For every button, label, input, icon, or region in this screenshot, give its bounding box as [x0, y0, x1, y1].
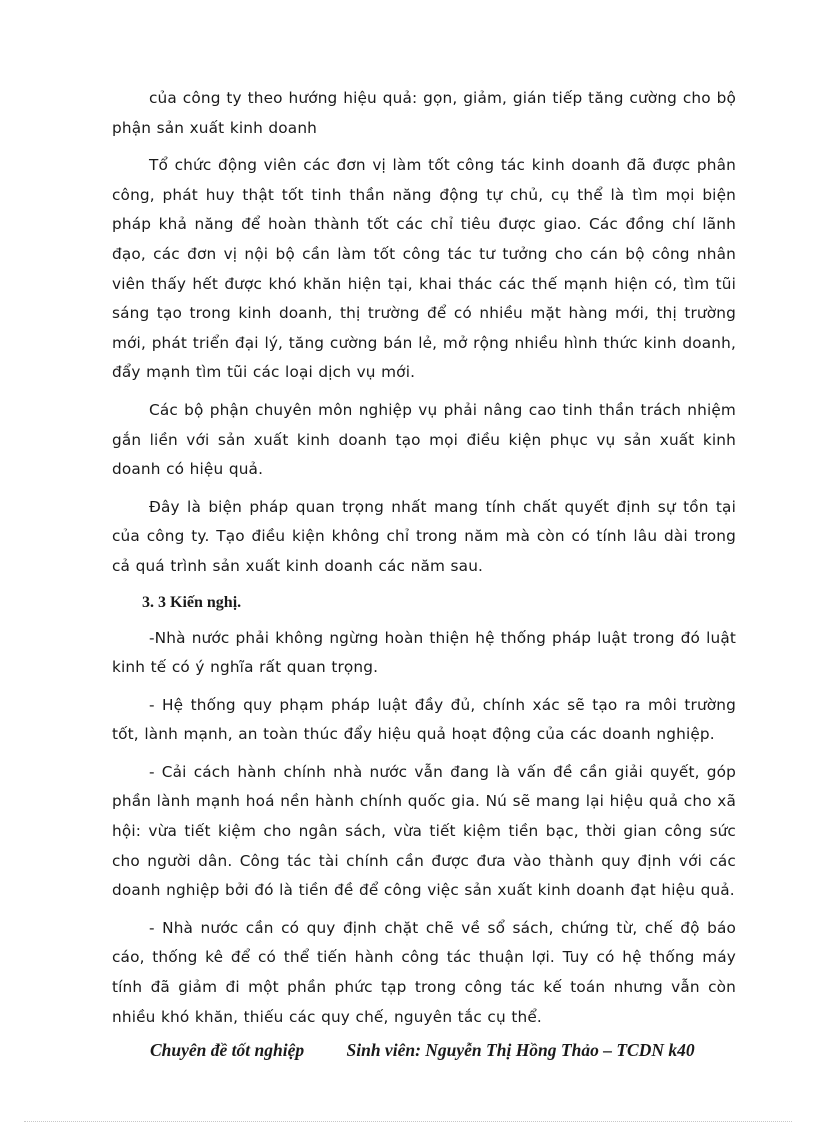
- footer-student-info: Sinh viên: Nguyễn Thị Hồng Thảo – TCDN k40: [346, 1040, 695, 1060]
- recommendation-bookkeeping: - Nhà nước cần có quy định chặt chẽ về sổ sách, chứng từ, chế độ báo cáo, thống kê để có thể tiến hành công tác thuận lợi. Tuy có hệ thống máy tính đã giảm đi một phần phức tạp trong công tác kế toán nhưng vẫn còn nhiều khó khăn, thiếu các quy chế, nguyên tắc cụ thể.: [112, 918, 736, 1026]
- section-heading-recommendations: 3. 3 Kiến nghị.: [142, 593, 242, 611]
- page-body: [112, 84, 736, 1040]
- page-footer: [150, 1040, 750, 1061]
- recommendation-legal-system: -Nhà nước phải không ngừng hoàn thiện hệ thống pháp luật trong đó luật kinh tế có ý nghĩa rất quan trọng.: [112, 628, 736, 677]
- paragraph-departments: Các bộ phận chuyên môn nghiệp vụ phải nâng cao tinh thần trách nhiệm gắn liền với sản xuất kinh doanh tạo mọi điều kiện phục vụ sản xuất kinh doanh có hiệu quả.: [112, 400, 736, 479]
- recommendation-admin-reform: - Cải cách hành chính nhà nước vẫn đang là vấn đề cần giải quyết, góp phần lành mạnh hoá nền hành chính quốc gia. Nú sẽ mang lại hiệu quả cho xã hội: vừa tiết kiệm cho ngân sách, vừa tiết kiệm tiền bạc, thời gian công sức cho người dân. Công tác tài chính cần được đưa vào thành quy định với các doanh nghiệp bởi đó là tiền đề để công việc sản xuất kinh doanh đạt hiệu quả.: [112, 762, 736, 900]
- page-bottom-divider: [24, 1121, 792, 1122]
- paragraph-continuation: của công ty theo hướng hiệu quả: gọn, giảm, gián tiếp tăng cường cho bộ phận sản xuất kinh doanh: [112, 89, 736, 137]
- paragraph-organization: Tổ chức động viên các đơn vị làm tốt công tác kinh doanh đã được phân công, phát huy thật tốt tinh thần năng động tự chủ, cụ thể là tìm mọi biện pháp khả năng để hoàn thành tốt các chỉ tiêu được giao. Các đồng chí lãnh đạo, các đơn vị nội bộ cần làm tốt công tác tư tưởng cho cán bộ công nhân viên thấy hết được khó khăn hiện tại, khai thác các thế mạnh hiện có, tìm tũi sáng tạo trong kinh doanh, thị trường để có nhiều mặt hàng mới, thị trường mới, phát triển đại lý, tăng cường bán lẻ, mở rộng nhiều hình thức kinh doanh, đẩy mạnh tìm tũi các loại dịch vụ mới.: [112, 156, 736, 382]
- footer-thesis-label: Chuyên đề tốt nghiệp: [150, 1040, 305, 1060]
- paragraph-importance: Đây là biện pháp quan trọng nhất mang tính chất quyết định sự tồn tại của công ty. Tạo điều kiện không chỉ trong năm mà còn có tính lâu dài trong cả quá trình sản xuất kinh doanh các năm sau.: [112, 497, 736, 575]
- recommendation-legal-norms: - Hệ thống quy phạm pháp luật đầy đủ, chính xác sẽ tạo ra môi trường tốt, lành mạnh, an toàn thúc đẩy hiệu quả hoạt động của các doanh nghiệp.: [112, 695, 736, 744]
